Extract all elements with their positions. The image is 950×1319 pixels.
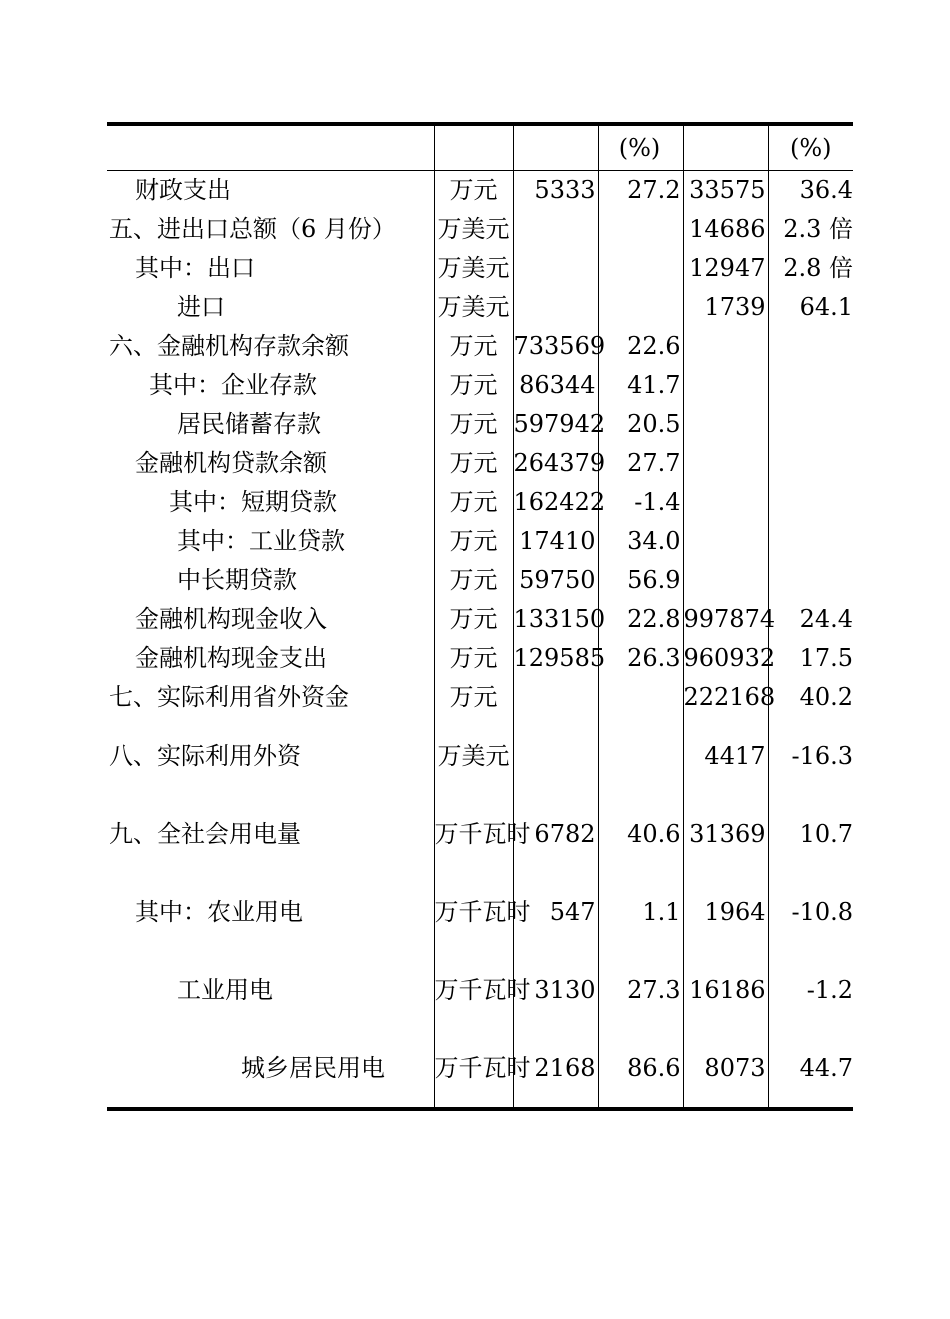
unit: 万美元 [434,210,513,249]
current-value [513,717,598,795]
cumulative-growth: 44.7 [768,1029,853,1109]
cumulative-growth: 40.2 [799,683,853,711]
current-value: 129585 [513,639,598,678]
table-row [107,483,853,522]
current-value: 264379 [513,444,598,483]
table-row [107,366,853,405]
cumulative-growth: 17.5 [799,644,853,672]
cumulative-value: 222168 [683,678,768,717]
unit: 万千瓦时 [434,1029,513,1109]
unit: 万美元 [434,249,513,288]
table-row [107,873,853,951]
current-growth: 20.5 [598,405,683,444]
cumulative-value: 960932 [683,639,768,678]
cumulative-growth [768,444,853,483]
table-row [107,795,853,873]
unit: 万元 [434,561,513,600]
item-name: 其中：短期贷款 [107,483,434,522]
item-name: 金融机构现金收入 [107,600,434,639]
current-value: 162422 [513,483,598,522]
item-name: 财政支出 [107,171,434,211]
cumulative-growth [768,522,853,561]
current-value [513,288,598,327]
unit: 万元 [434,327,513,366]
unit: 万千瓦时 [434,795,513,873]
item-name: 工业用电 [107,951,434,1029]
cumulative-growth [768,327,853,366]
current-growth: -1.4 [598,483,683,522]
current-growth: 22.8 [598,600,683,639]
cumulative-growth [768,405,853,444]
current-value: 597942 [513,405,598,444]
table-row [107,405,853,444]
unit: 万元 [434,444,513,483]
current-value: 86344 [513,366,598,405]
unit: 万元 [434,405,513,444]
table-row [107,561,853,600]
header-item-cell [107,124,434,171]
cumulative-value: 8073 [683,1029,768,1109]
cumulative-growth: 10.7 [799,819,853,848]
item-name: 其中：企业存款 [107,366,434,405]
unit: 万元 [434,483,513,522]
cumulative-value: 31369 [683,795,768,873]
item-name: 九、全社会用电量 [107,795,434,873]
item-name: 金融机构现金支出 [107,639,434,678]
unit: 万美元 [434,288,513,327]
header-pct1-cell: (%) [598,124,683,171]
cumulative-growth: 64.1 [799,293,853,321]
item-name: 城乡居民用电 [107,1029,434,1109]
cumulative-value [683,561,768,600]
table-row [107,522,853,561]
current-growth: 40.6 [598,795,683,873]
current-value: 5333 [513,171,598,211]
current-value [513,678,598,717]
table-row [107,249,853,288]
cumulative-value [683,444,768,483]
cumulative-value: 4417 [683,717,768,795]
current-growth: 34.0 [598,522,683,561]
cumulative-value [683,327,768,366]
unit: 万千瓦时 [434,873,513,951]
header-value1-cell [513,124,598,171]
item-name: 其中：工业贷款 [107,522,434,561]
current-growth: 27.3 [598,951,683,1029]
current-growth: 86.6 [598,1029,683,1109]
current-growth: 27.7 [598,444,683,483]
item-name: 进口 [107,288,434,327]
cumulative-growth: -10.8 [791,897,853,926]
current-value: 3130 [513,951,598,1029]
table-row [107,171,853,211]
table-row [107,639,853,678]
current-value: 6782 [513,795,598,873]
cumulative-growth: 24.4 [799,605,853,633]
current-growth: 22.6 [598,327,683,366]
header-pct2-cell: (%) [768,124,853,171]
statistics-table [107,122,853,1111]
unit: 万元 [434,171,513,211]
item-name: 其中：出口 [107,249,434,288]
cumulative-growth: 2.8 倍 [783,254,853,282]
current-growth [598,249,683,288]
current-growth: 27.2 [598,171,683,211]
current-value: 547 [513,873,598,951]
cumulative-value [683,405,768,444]
cumulative-value [683,483,768,522]
unit: 万元 [434,522,513,561]
table-row [107,288,853,327]
table-row [107,600,853,639]
current-growth [598,288,683,327]
header-row [107,124,853,171]
table-row [107,951,853,1029]
cumulative-growth: 36.4 [799,176,853,204]
current-value [513,249,598,288]
item-name: 五、进出口总额（6 月份） [107,210,434,249]
cumulative-growth [768,366,853,405]
current-growth [598,678,683,717]
item-name: 八、实际利用外资 [107,717,434,795]
header-value2-cell [683,124,768,171]
cumulative-growth [768,561,853,600]
table-row [107,678,853,717]
item-name: 金融机构贷款余额 [107,444,434,483]
cumulative-value: 14686 [683,210,768,249]
table-row [107,717,853,795]
item-name: 中长期贷款 [107,561,434,600]
cumulative-growth [768,483,853,522]
current-growth: 56.9 [598,561,683,600]
table-row [107,210,853,249]
current-value: 59750 [513,561,598,600]
item-name: 六、金融机构存款余额 [107,327,434,366]
table-row [107,444,853,483]
unit: 万美元 [434,717,513,795]
cumulative-growth: 2.3 倍 [783,215,853,243]
unit: 万元 [434,639,513,678]
cumulative-growth: -16.3 [791,741,853,770]
current-growth: 41.7 [598,366,683,405]
current-value: 733569 [513,327,598,366]
cumulative-value: 1964 [683,873,768,951]
current-growth: 26.3 [598,639,683,678]
unit: 万元 [434,366,513,405]
cumulative-value: 16186 [683,951,768,1029]
unit: 万元 [434,600,513,639]
cumulative-growth: -1.2 [806,975,853,1004]
cumulative-value: 1739 [683,288,768,327]
item-name: 其中：农业用电 [107,873,434,951]
table-row [107,327,853,366]
header-unit-cell [434,124,513,171]
current-value [513,210,598,249]
cumulative-value: 997874 [683,600,768,639]
item-name: 居民储蓄存款 [107,405,434,444]
table-row [107,1029,853,1109]
cumulative-value [683,366,768,405]
cumulative-value: 12947 [683,249,768,288]
unit: 万元 [434,678,513,717]
current-growth [598,210,683,249]
cumulative-value: 33575 [683,171,768,211]
current-value: 133150 [513,600,598,639]
current-growth: 1.1 [598,873,683,951]
current-value: 17410 [513,522,598,561]
current-value: 2168 [513,1029,598,1109]
unit: 万千瓦时 [434,951,513,1029]
current-growth [598,717,683,795]
cumulative-value [683,522,768,561]
item-name: 七、实际利用省外资金 [107,678,434,717]
